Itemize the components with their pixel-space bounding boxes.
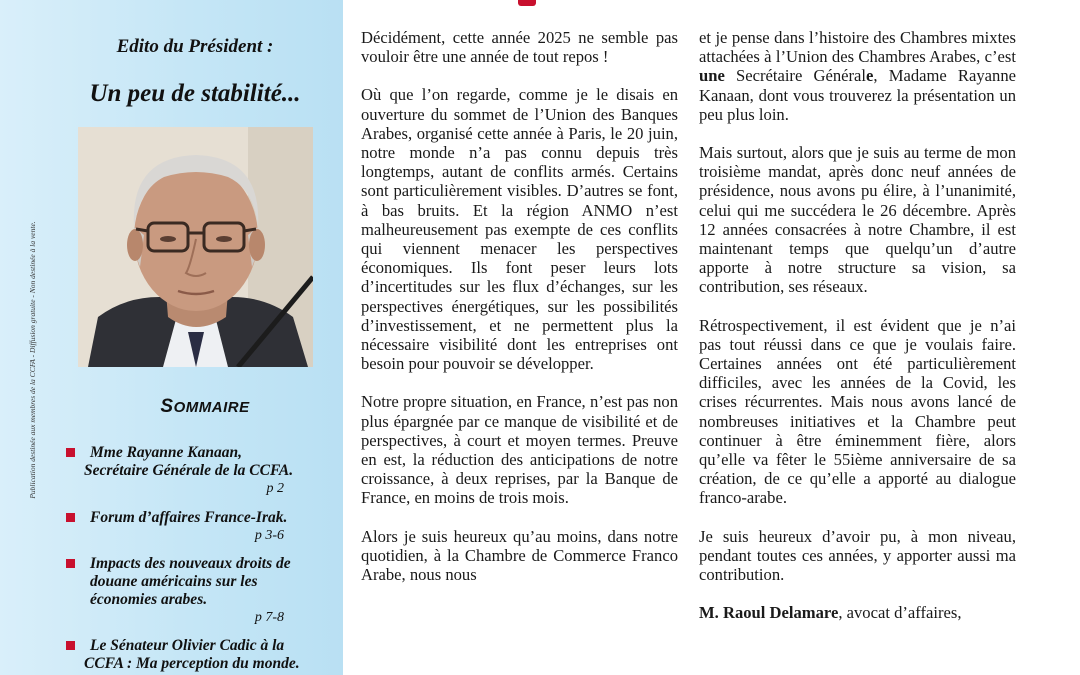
header-accent-mark bbox=[518, 0, 536, 6]
article-paragraph: Alors je suis heureux qu’au moins, dans notre quotidien, à la Chambre de Commerce Franco Arabe, nous nous bbox=[361, 526, 678, 585]
toc-page: p 3-6 bbox=[254, 528, 284, 543]
article-paragraph: Décidément, cette année 2025 ne semble pas vouloir être une année de tout repos ! bbox=[361, 28, 678, 67]
toc-bullet-icon bbox=[66, 559, 75, 568]
edito-label: Edito du Président : bbox=[116, 36, 274, 57]
text-run-bold: une bbox=[699, 66, 725, 86]
sommaire-rest: OMMAIRE bbox=[173, 399, 250, 416]
article-paragraph: Mais surtout, alors que je suis au terme de mon troisième mandat, après donc neuf années de présidence, nous avons pu élire, à l’unanimité, celui qui me succédera le 26 décembre. Après 12 années consacrées à notre Chambre, il est maintenant temps que quelqu’un d’autre apporte à notre structure sa vision, sa contribution, ses réseaux. bbox=[699, 143, 1016, 297]
signature-title: , avocat d’affaires, bbox=[838, 603, 962, 623]
article-column-1 bbox=[361, 28, 678, 603]
toc-line: Forum d’affaires France-Irak. bbox=[90, 509, 288, 526]
text-run: Secrétaire Général bbox=[724, 66, 867, 86]
toc-line: CCFA : Ma perception du monde. bbox=[84, 655, 300, 672]
article-paragraph: Où que l’on regarde, comme je le disais en ouverture du sommet de l’Union des Banques Arabes, organisé cette année à Paris, le 20 juin, notre monde n’a pas connu depuis très longtemps, autant de conflits armés. Certains sont particulièrement visibles. D’autres se font, à bas bruits. Et la région ANMO n’est malheureusement pas exempte de ces conflits qui viennent menacer les perspectives économiques. Ils font peser leurs lots d’incertitudes sur les flux d’échanges, sur les perspectives énergétiques, sur les possibilités d’investissement, et ne permettent plus la nécessaire visibilité dont les entreprises ont besoin pour pouvoir se développer. bbox=[361, 85, 678, 374]
signature-name: M. Raoul Delamare bbox=[699, 603, 839, 623]
article-paragraph bbox=[699, 28, 1016, 124]
toc-line: Le Sénateur Olivier Cadic à la bbox=[90, 637, 285, 654]
text-run: et je pense dans l’histoire des Chambres mixtes attachées à l’Union des Chambres Arabes, c’est bbox=[699, 28, 1016, 67]
toc-line: douane américains sur les bbox=[90, 573, 258, 590]
signature bbox=[699, 603, 1016, 622]
text-run: , Madame Rayanne Kanaan, dont vous trouverez la présentation un peu plus loin. bbox=[699, 66, 1016, 124]
sommaire-title bbox=[110, 396, 300, 418]
article-paragraph: Notre propre situation, en France, n’est pas non plus épargnée par ce manque de visibilité et de perspectives, à court et moyen termes. Preuve en est, la réduction des anticipations de notre croissance, à deux reprises, par la Banque de France, en moins de trois mois. bbox=[361, 392, 678, 508]
toc-bullet-icon bbox=[66, 641, 75, 650]
toc-item[interactable] bbox=[66, 637, 346, 673]
toc-item[interactable] bbox=[66, 444, 346, 498]
toc-bullet-icon bbox=[66, 448, 75, 457]
sidebar-panel bbox=[0, 0, 343, 675]
sommaire-initial: S bbox=[160, 396, 174, 417]
article-paragraph: Rétrospectivement, il est évident que je n’ai pas tout réussi dans ce que je voulais faire. Certaines années ont été particulièrement difficiles, avec les années de la Covid, les crises récurrentes. Mais nous avons lancé de nombreuses initiatives et la Chambre peut continuer à être éminemment fière, alors qu’elle va fêter le 55ième anniversaire de sa création, de ce qu’elle a apporté au dialogue franco-arabe. bbox=[699, 315, 1016, 508]
toc-page: p 2 bbox=[266, 481, 284, 496]
toc-item[interactable] bbox=[66, 509, 346, 545]
toc-item[interactable] bbox=[66, 555, 346, 627]
text-run-bold: e bbox=[866, 66, 874, 86]
president-portrait bbox=[78, 127, 313, 367]
toc-line: Secrétaire Générale de la CCFA. bbox=[84, 462, 294, 479]
edito-title: Un peu de stabilité... bbox=[89, 80, 301, 107]
toc-line: économies arabes. bbox=[90, 591, 208, 608]
article-column-2 bbox=[699, 28, 1016, 641]
distribution-note: Publication destinée aux membres de la CCFA - Diffusion gratuite - Non destinée à la vente. bbox=[28, 221, 37, 499]
toc-bullet-icon bbox=[66, 513, 75, 522]
toc-line: Impacts des nouveaux droits de bbox=[90, 555, 291, 572]
toc-line: Mme Rayanne Kanaan, bbox=[90, 444, 243, 461]
article-paragraph: Je suis heureux d’avoir pu, à mon niveau, pendant toutes ces années, y apporter aussi ma contribution. bbox=[699, 526, 1016, 585]
toc-page: p 7-8 bbox=[254, 610, 284, 625]
